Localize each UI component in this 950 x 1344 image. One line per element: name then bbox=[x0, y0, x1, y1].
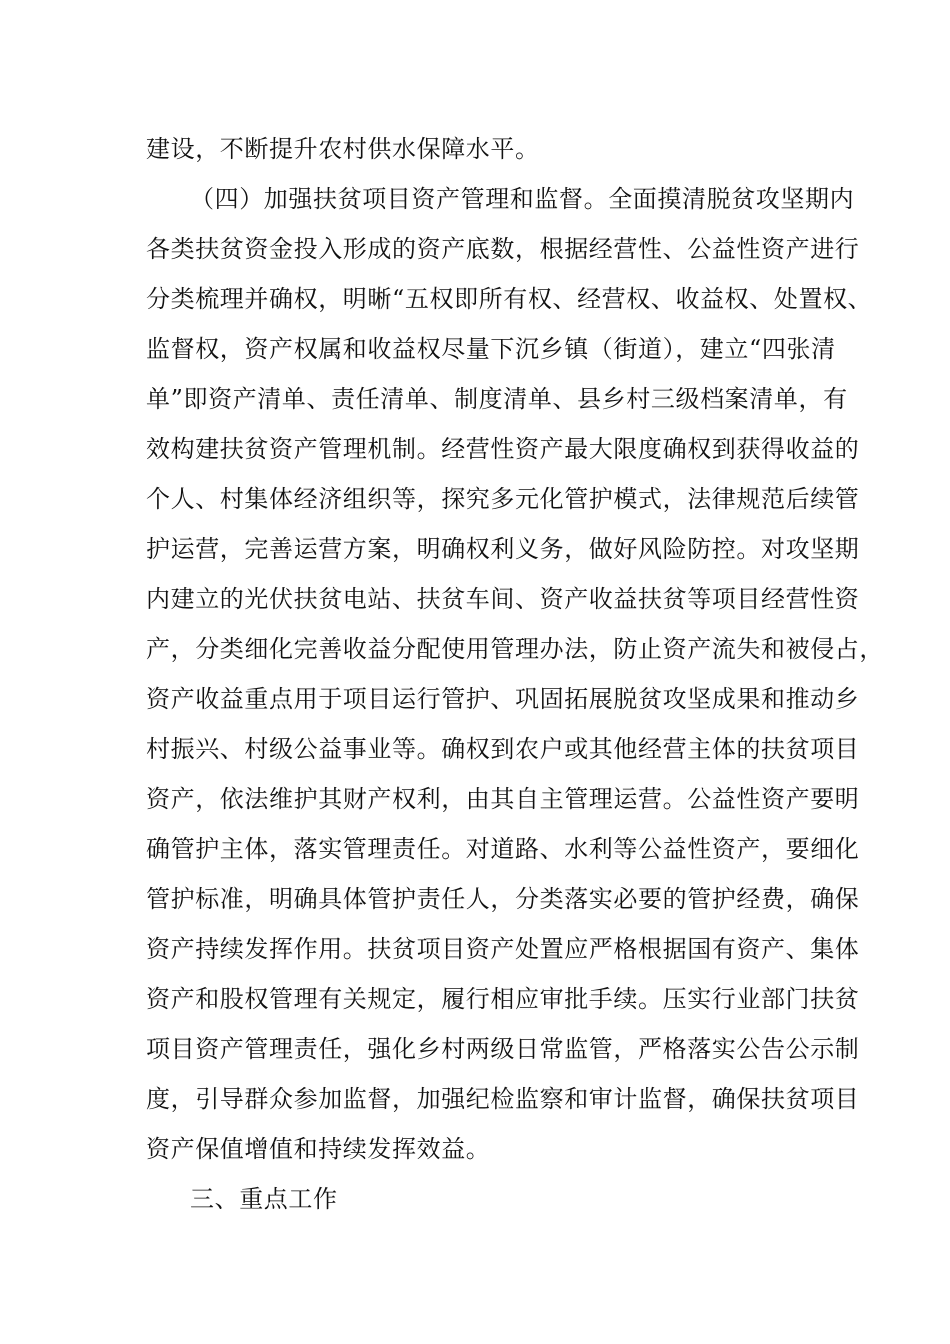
text-line: 项目资产管理责任，强化乡村两级日常监管，严格落实公告公示制 bbox=[146, 1035, 860, 1063]
text-line: 资产收益重点用于项目运行管护、巩固拓展脱贫攻坚成果和推动乡 bbox=[146, 685, 860, 713]
text-line: 资产保值增值和持续发挥效益。 bbox=[146, 1135, 491, 1163]
section-heading: 三、重点工作 bbox=[190, 1185, 338, 1213]
text-line: 单”即资产清单、责任清单、制度清单、县乡村三级档案清单，有 bbox=[146, 385, 848, 413]
text-line: 村振兴、村级公益事业等。确权到农户或其他经营主体的扶贫项目 bbox=[146, 735, 860, 763]
text-line: 确管护主体，落实管理责任。对道路、水利等公益性资产，要细化 bbox=[146, 835, 860, 863]
text-line: 内建立的光伏扶贫电站、扶贫车间、资产收益扶贫等项目经营性资 bbox=[146, 585, 860, 613]
text-line: 度，引导群众参加监督，加强纪检监察和审计监督，确保扶贫项目 bbox=[146, 1085, 860, 1113]
paragraph-heading: （四）加强扶贫项目资产管理和监督。全面摸清脱贫攻坚期内 bbox=[190, 185, 855, 213]
text-line: 产，分类细化完善收益分配使用管理办法，防止资产流失和被侵占， bbox=[146, 635, 884, 663]
text-line: 分类梳理并确权，明晰“五权即所有权、经营权、收益权、处置权、 bbox=[146, 285, 873, 313]
text-line: 监督权，资产权属和收益权尽量下沉乡镇（街道），建立“四张清 bbox=[146, 335, 836, 363]
text-line: 个人、村集体经济组织等，探究多元化管护模式，法律规范后续管 bbox=[146, 485, 860, 513]
text-line: 护运营，完善运营方案，明确权利义务，做好风险防控。对攻坚期 bbox=[146, 535, 860, 563]
text-line: 资产和股权管理有关规定，履行相应审批手续。压实行业部门扶贫 bbox=[146, 985, 860, 1013]
text-line: 效构建扶贫资产管理机制。经营性资产最大限度确权到获得收益的 bbox=[146, 435, 860, 463]
text-line: 管护标准，明确具体管护责任人，分类落实必要的管护经费，确保 bbox=[146, 885, 860, 913]
text-line: 资产，依法维护其财产权利，由其自主管理运营。公益性资产要明 bbox=[146, 785, 860, 813]
text-line: 各类扶贫资金投入形成的资产底数，根据经营性、公益性资产进行 bbox=[146, 235, 860, 263]
text-line: 建设，不断提升农村供水保障水平。 bbox=[146, 135, 540, 163]
text-line: 资产持续发挥作用。扶贫项目资产处置应严格根据国有资产、集体 bbox=[146, 935, 860, 963]
